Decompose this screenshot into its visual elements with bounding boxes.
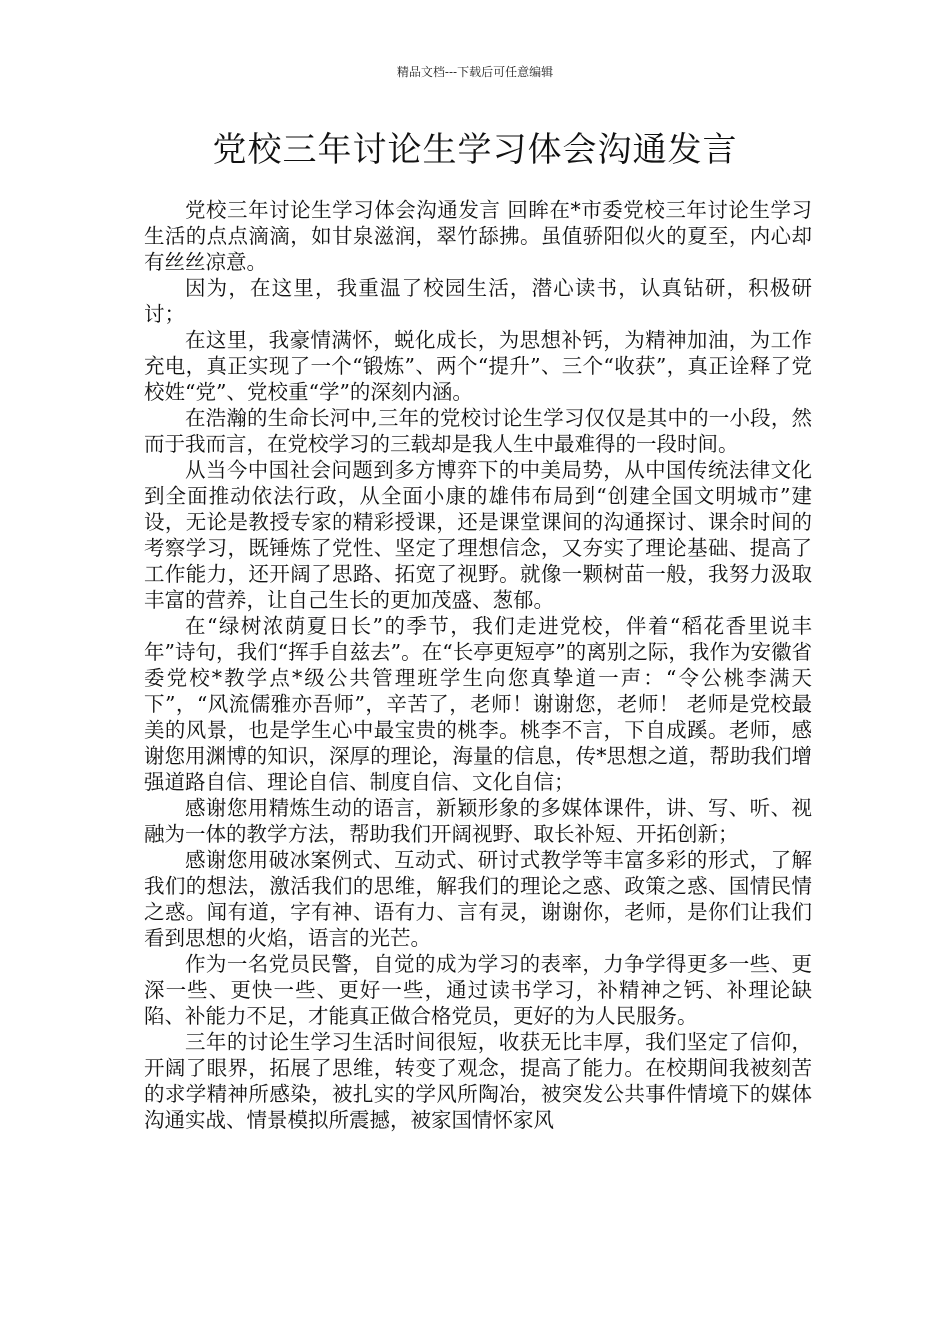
paragraph: 作为一名党员民警，自觉的成为学习的表率，力争学得更多一些、更深一些、更快一些、更好一些，通过读书学习，补精神之钙、补理论缺陷、补能力不足，才能真正做合格党员，更好的为人民服务。	[144, 952, 812, 1028]
paragraph: 在这里，我豪情满怀，蜕化成长，为思想补钙，为精神加油，为工作充电，真正实现了一个“锻炼”、两个“提升”、三个“收获”，真正诠释了党校姓“党”、党校重“学”的深刻内涵。	[144, 328, 812, 404]
paragraph: 在“绿树浓荫夏日长”的季节，我们走进党校，伴着“稻花香里说丰年”诗句，我们“挥手自兹去”。在“长亭更短亭”的离别之际，我作为安徽省委党校*教学点*级公共管理班学生向您真挚道一声：“令公桃李满天下”，“风流儒雅亦吾师”，辛苦了，老师！谢谢您，老师！ 老师是党校最美的风景，也是学生心中最宝贵的桃李。桃李不言，下自成蹊。老师，感谢您用渊博的知识，深厚的理论，海量的信息，传*思想之道，帮助我们增强道路自信、理论自信、制度自信、文化自信；	[144, 614, 812, 794]
document-body	[144, 197, 812, 1133]
paragraph: 因为，在这里，我重温了校园生活，潜心读书，认真钻研，积极研讨；	[144, 276, 812, 326]
paragraph: 三年的讨论生学习生活时间很短，收获无比丰厚，我们坚定了信仰，开阔了眼界，拓展了思维，转变了观念，提高了能力。在校期间我被刻苦的求学精神所感染，被扎实的学风所陶冶，被突发公共事件情境下的媒体沟通实战、情景模拟所震撼，被家国情怀家风	[144, 1030, 812, 1132]
paragraph: 在浩瀚的生命长河中,三年的党校讨论生学习仅仅是其中的一小段，然而于我而言，在党校学习的三载却是我人生中最难得的一段时间。	[144, 406, 812, 456]
header-note: 精品文档---下载后可任意编辑	[396, 65, 554, 79]
paragraph: 感谢您用破冰案例式、互动式、研讨式教学等丰富多彩的形式，了解我们的想法，激活我们的思维，解我们的理论之惑、政策之惑、国情民情之惑。闻有道，字有神、语有力、言有灵，谢谢你，老师，是你们让我们看到思想的火焰，语言的光芒。	[144, 848, 812, 950]
paragraph: 党校三年讨论生学习体会沟通发言 回眸在*市委党校三年讨论生学习生活的点点滴滴，如甘泉滋润，翠竹舔拂。虽值骄阳似火的夏至，内心却有丝丝凉意。	[144, 198, 812, 274]
document-title: 党校三年讨论生学习体会沟通发言	[212, 130, 738, 170]
paragraph: 从当今中国社会问题到多方博弈下的中美局势，从中国传统法律文化到全面推动依法行政，从全面小康的雄伟布局到“创建全国文明城市”建设，无论是教授专家的精彩授课，还是课堂课间的沟通探讨、课余时间的考察学习，既锤炼了党性、坚定了理想信念，又夯实了理论基础、提高了工作能力，还开阔了思路、拓宽了视野。就像一颗树苗一般，我努力汲取丰富的营养，让自己生长的更加茂盛、葱郁。	[144, 458, 812, 612]
paragraph: 感谢您用精炼生动的语言，新颖形象的多媒体课件，讲、写、听、视融为一体的教学方法，帮助我们开阔视野、取长补短、开拓创新；	[144, 796, 812, 846]
